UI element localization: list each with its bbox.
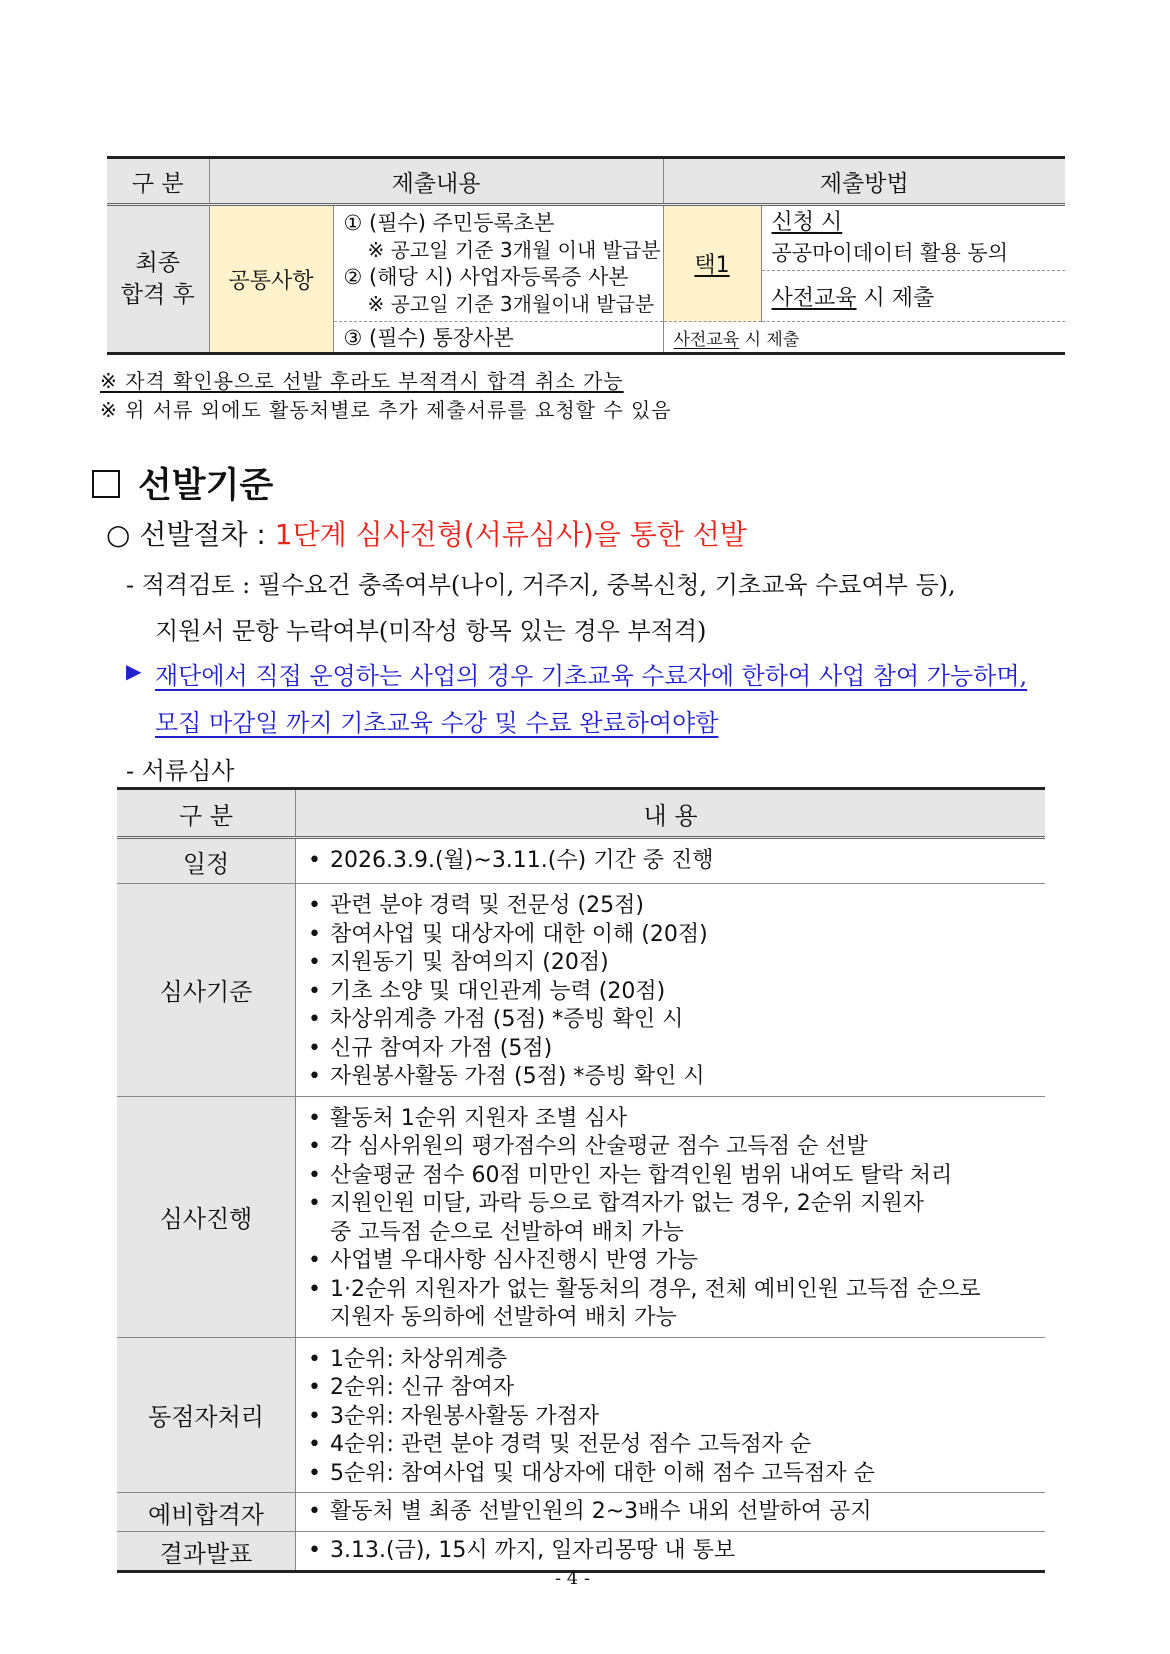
doc-review-label: - 서류심사	[126, 757, 235, 785]
note-additional-docs: ※ 위 서류 외에도 활동처별로 추가 제출서류를 요청할 수 있음	[100, 398, 672, 422]
list-item: • 4순위: 관련 분야 경력 및 전문성 점수 고득점자 순	[306, 1431, 1045, 1460]
eligibility-line-1: - 적격검토 : 필수요건 충족여부(나이, 거주지, 중복신청, 기초교육 수료여부 등),	[126, 571, 956, 599]
list-item: • 3순위: 자원봉사활동 가점자	[306, 1403, 1045, 1432]
notice-line-1: 재단에서 직접 운영하는 사업의 경우 기초교육 수료자에 한하여 사업 참여 가능하며,	[155, 662, 1028, 690]
table-row	[117, 838, 1045, 884]
list-item: • 지원동기 및 참여의지 (20점)	[306, 949, 1045, 978]
row-label-reserve: 예비합격자	[117, 1493, 296, 1532]
section-title: 선발기준	[92, 458, 273, 508]
list-item: • 2순위: 신규 참여자	[306, 1374, 1045, 1403]
list-item: • 자원봉사활동 가점 (5점) *증빙 확인 시	[306, 1063, 1045, 1092]
eligibility-line-2: 지원서 문항 누락여부(미작성 항목 있는 경우 부적격)	[155, 617, 707, 645]
table-row	[117, 1493, 1045, 1532]
procedure-value: 1단계 심사전형(서류심사)을 통한 선발	[274, 518, 747, 551]
row-label-process: 심사진행	[117, 1096, 296, 1337]
list-item: • 참여사업 및 대상자에 대한 이해 (20점)	[306, 921, 1045, 950]
row-label-schedule: 일정	[117, 838, 296, 884]
list-item: • 기초 소양 및 대인관계 능력 (20점)	[306, 978, 1045, 1007]
list-item: • 관련 분야 경력 및 전문성 (25점)	[306, 892, 1045, 921]
method-option-1	[761, 205, 1065, 271]
list-item: • 활동처 1순위 지원자 조별 심사	[306, 1105, 1045, 1134]
document-item: ② (해당 시) 사업자등록증 사본	[343, 264, 629, 289]
header-category: 구 분	[107, 158, 209, 205]
document-note: ※ 공고일 기준 3개월 이내 발급분	[367, 237, 661, 262]
list-item: • 사업별 우대사항 심사진행시 반영 가능	[306, 1247, 1045, 1276]
list-item: • 1·2순위 지원자가 없는 활동처의 경우, 전체 예비인원 고득점 순으로	[306, 1276, 1045, 1305]
method-option-1-title: 신청 시	[771, 210, 843, 235]
table-row	[117, 1096, 1045, 1337]
document-note: ※ 공고일 기준 3개월이내 발급분	[367, 291, 655, 316]
list-item: • 각 심사위원의 평가점수의 산술평균 점수 고득점 순 선발	[306, 1133, 1045, 1162]
table-row	[117, 1532, 1045, 1572]
common-label: 공통사항	[209, 205, 333, 354]
list-item: • 5순위: 참여사업 및 대상자에 대한 이해 점수 고득점자 순	[306, 1460, 1045, 1489]
document-list	[333, 205, 663, 322]
list-item-continuation: 지원자 동의하에 선발하여 배치 가능	[330, 1305, 677, 1330]
note-disqualification: ※ 자격 확인용으로 선발 후라도 부적격시 합격 취소 가능	[100, 369, 624, 393]
header-content: 제출내용	[209, 158, 663, 205]
selection-procedure: ○ 선발절차 : 1단계 심사전형(서류심사)을 통한 선발	[106, 518, 747, 551]
submission-table	[107, 156, 1065, 355]
table-row	[117, 884, 1045, 1097]
row-label-criteria: 심사기준	[117, 884, 296, 1097]
list-item: • 활동처 별 최종 선발인원의 2~3배수 내외 선발하여 공지	[306, 1498, 1045, 1527]
checkbox-square-icon	[92, 470, 120, 498]
method-option-1-desc: 공공마이데이터 활용 동의	[771, 241, 1008, 265]
bankbook-method: 사전교육 시 제출	[663, 322, 1065, 354]
review-table	[117, 787, 1045, 1573]
row-label-final-pass: 최종 합격 후	[107, 205, 209, 354]
list-item: • 1순위: 차상위계층	[306, 1346, 1045, 1375]
review-header-content: 내 용	[296, 789, 1046, 838]
header-method: 제출방법	[663, 158, 1065, 205]
document-item: ① (필수) 주민등록초본	[343, 210, 555, 235]
list-item: • 차상위계층 가점 (5점) *증빙 확인 시	[306, 1006, 1045, 1035]
list-item-continuation: 중 고득점 순으로 선발하여 배치 가능	[330, 1219, 684, 1245]
review-header-category: 구 분	[117, 789, 296, 838]
row-label-announcement: 결과발표	[117, 1532, 296, 1572]
choice-label: 택1	[663, 205, 761, 322]
list-item: • 지원인원 미달, 과락 등으로 합격자가 없는 경우, 2순위 지원자	[306, 1190, 1045, 1219]
document-item-bankbook: ③ (필수) 통장사본	[333, 322, 663, 354]
notice-line-2: 모집 마감일 까지 기초교육 수강 및 수료 완료하여야함	[155, 709, 719, 737]
method-option-2: 사전교육 시 제출	[761, 271, 1065, 322]
page-number: - 4 -	[555, 1568, 591, 1589]
row-label-tiebreak: 동점자처리	[117, 1337, 296, 1493]
arrow-right-icon: ▶	[126, 659, 142, 683]
table-row	[117, 1337, 1045, 1493]
list-item: • 신규 참여자 가점 (5점)	[306, 1035, 1045, 1064]
list-item: • 2026.3.9.(월)~3.11.(수) 기간 중 진행	[306, 847, 1045, 876]
list-item: • 3.13.(금), 15시 까지, 일자리몽땅 내 통보	[306, 1537, 1045, 1566]
list-item: • 산술평균 점수 60점 미만인 자는 합격인원 범위 내여도 탈락 처리	[306, 1162, 1045, 1191]
